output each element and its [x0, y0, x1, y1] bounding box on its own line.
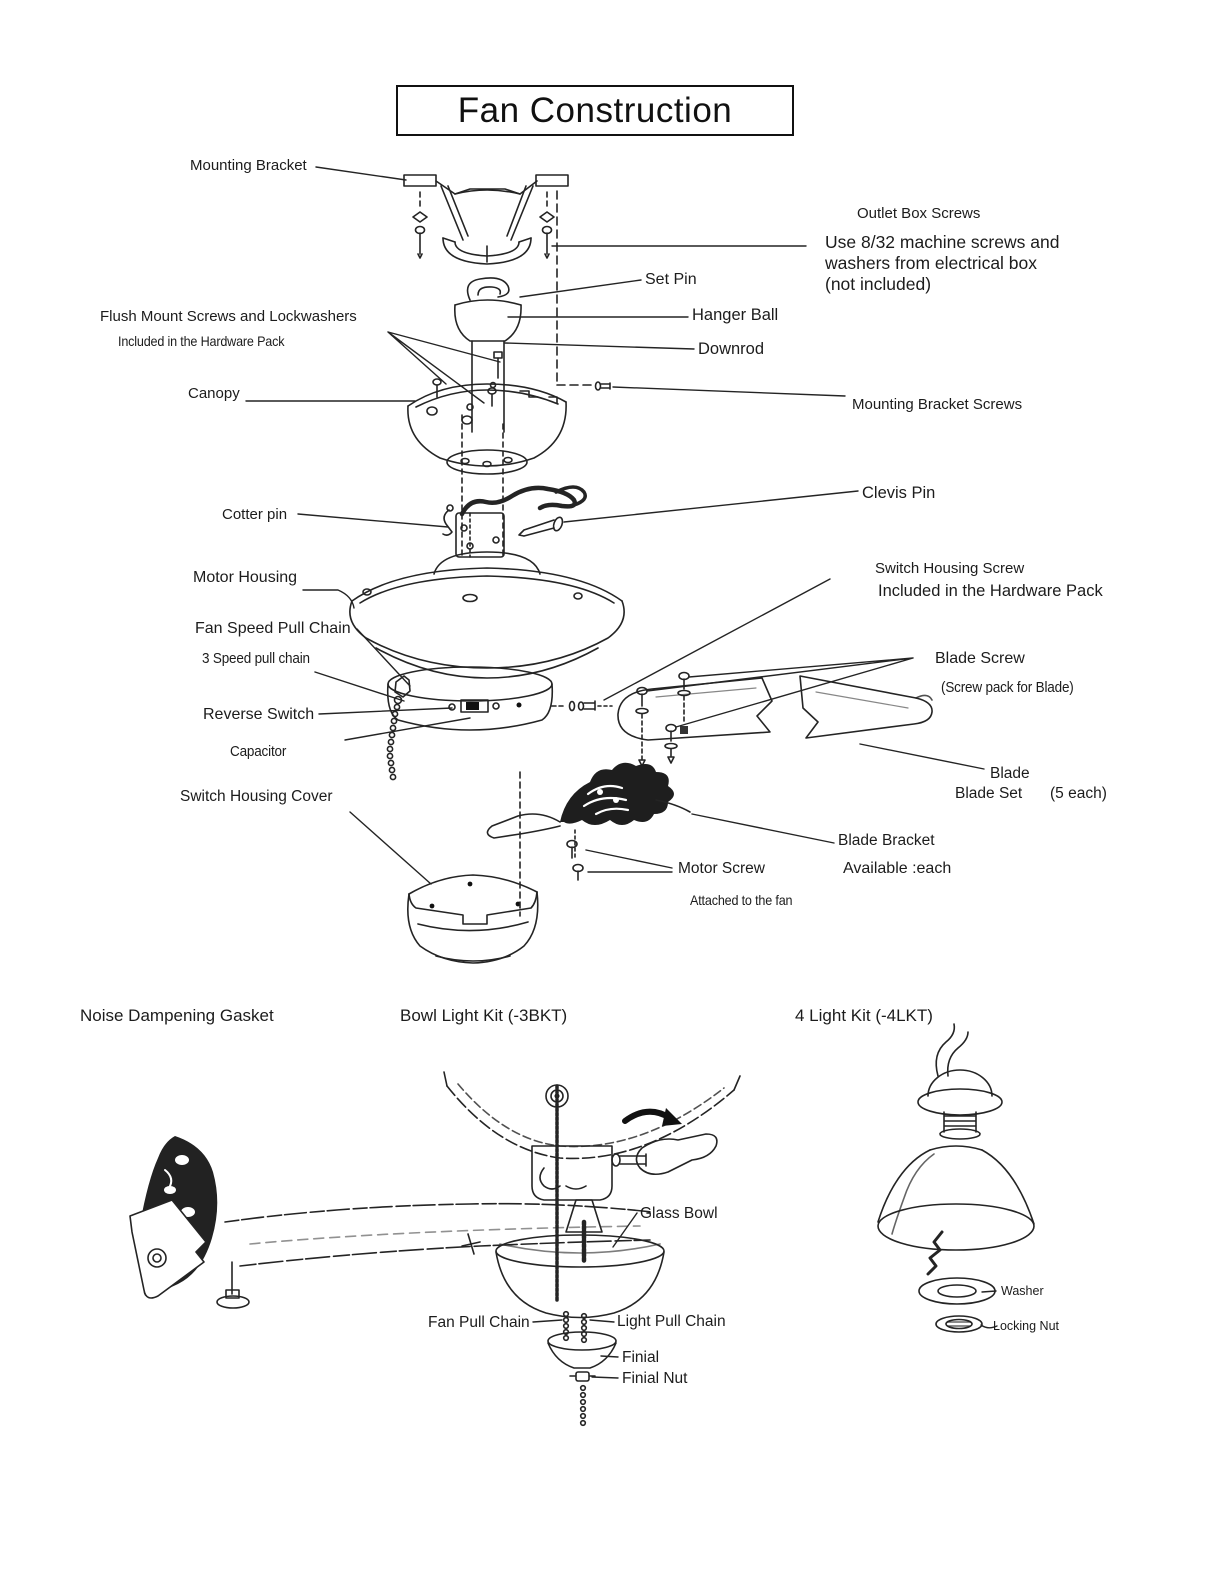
hanger-ball-drawing [455, 278, 521, 432]
label-reverse-switch: Reverse Switch [203, 706, 315, 723]
label-mounting-bracket-screws: Mounting Bracket Screws [852, 396, 1023, 413]
label-outlet-box-screws: Outlet Box Screws [857, 205, 981, 222]
label-blade-bracket: Blade Bracket [838, 832, 935, 849]
label-clevis-pin: Clevis Pin [862, 484, 936, 502]
label-switch-housing-screw-note: Included in the Hardware Pack [878, 582, 1103, 600]
label-finial-nut: Finial Nut [622, 1370, 688, 1387]
bowl-light-kit-drawing [444, 1072, 740, 1425]
label-light-pull-chain: Light Pull Chain [617, 1313, 726, 1330]
label-fan-speed-pull-chain: Fan Speed Pull Chain [195, 620, 351, 637]
label-motor-housing: Motor Housing [193, 569, 298, 586]
label-mounting-bracket: Mounting Bracket [190, 157, 307, 174]
label-downrod: Downrod [698, 340, 765, 358]
label-set-pin: Set Pin [645, 271, 697, 288]
noise-gasket-drawing [130, 1136, 652, 1308]
label-capacitor: Capacitor [230, 743, 287, 760]
section-title-noise-gasket: Noise Dampening Gasket [80, 1006, 274, 1025]
label-locking-nut: Locking Nut [993, 1319, 1060, 1333]
label-motor-screw-note: Attached to the fan [690, 892, 793, 908]
page-title: Fan Construction [396, 85, 794, 136]
label-motor-screw: Motor Screw [678, 860, 765, 877]
label-outlet-note-line1: Use 8/32 machine screws and [825, 232, 1060, 252]
label-flush-mount-note: Included in the Hardware Pack [118, 333, 285, 349]
label-finial: Finial [622, 1349, 660, 1366]
motor-housing-drawing [350, 552, 624, 678]
label-fan-pull-chain: Fan Pull Chain [428, 1314, 530, 1331]
switch-housing-drawing [387, 667, 612, 780]
label-outlet-note-line2: washers from electrical box [825, 253, 1038, 273]
switch-housing-cover-drawing [408, 772, 538, 963]
label-3-speed-pull-chain: 3 Speed pull chain [202, 650, 310, 667]
label-blade-set: Blade Set [955, 785, 1023, 802]
label-blade-screw: Blade Screw [935, 650, 1025, 667]
label-cotter-pin: Cotter pin [222, 506, 288, 523]
label-washer: Washer [1001, 1284, 1044, 1298]
label-canopy: Canopy [188, 385, 240, 402]
label-switch-housing-screw: Switch Housing Screw [875, 560, 1025, 577]
label-blade-screw-note: (Screw pack for Blade) [941, 679, 1074, 696]
mounting-bracket-drawing [404, 175, 610, 390]
section-title-4-light-kit: 4 Light Kit (-4LKT) [795, 1006, 933, 1025]
label-flush-mount-screws: Flush Mount Screws and Lockwashers [100, 308, 357, 325]
label-blade: Blade [990, 765, 1030, 782]
label-blade-bracket-note: Available :each [843, 860, 952, 877]
label-switch-housing-cover: Switch Housing Cover [180, 788, 333, 805]
blade-drawing [618, 676, 932, 740]
label-glass-bowl: Glass Bowl [640, 1205, 718, 1222]
blade-bracket-drawing [487, 763, 690, 880]
label-hanger-ball: Hanger Ball [692, 306, 779, 324]
section-title-bowl-light-kit: Bowl Light Kit (-3BKT) [400, 1006, 568, 1025]
label-blade-set-qty: (5 each) [1050, 785, 1107, 802]
label-outlet-note-line3: (not included) [825, 274, 932, 294]
